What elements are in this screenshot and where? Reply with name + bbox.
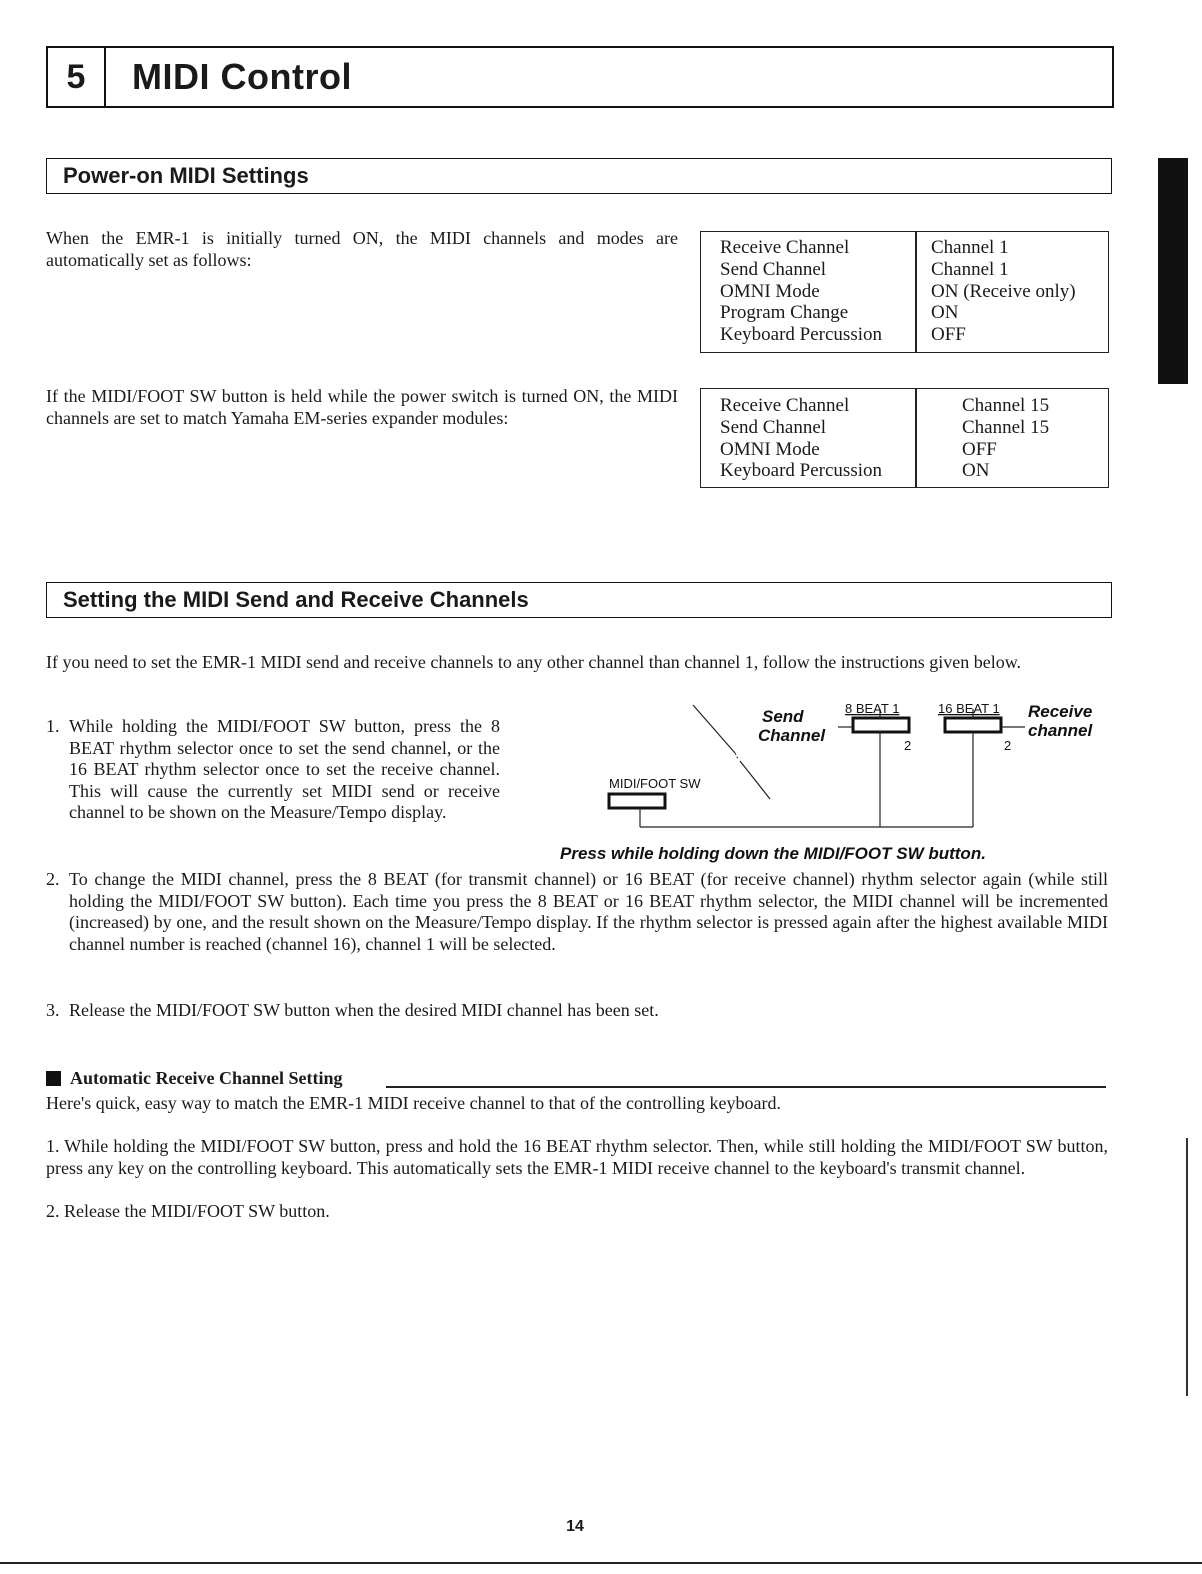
table-divider	[915, 389, 917, 487]
table-setting-values	[931, 237, 1076, 346]
send-label: Send	[762, 707, 804, 726]
step-number: 1.	[46, 716, 60, 736]
step-text: To change the MIDI channel, press the 8 BEAT (for transmit channel) or 16 BEAT (for receive channel) rhythm selector again (while still holding the MIDI/FOOT SW button). Each time you press the 8 BEAT or 16 BEAT rhythm selector, the MIDI channel will be incremented (increased) by one, and the result shown on the Measure/Tempo display. If the rhythm selector is pressed again after the highest available MIDI channel number is reached (channel 16), channel 1 will be selected.	[69, 869, 1108, 954]
step-number: 2.	[46, 869, 60, 889]
midi-foot-sw-button	[609, 794, 665, 808]
setting-value: ON	[962, 460, 990, 482]
chapter-tab-marker	[1158, 158, 1188, 384]
step-3	[46, 1000, 1108, 1022]
pointer-line	[740, 761, 770, 799]
power-on-settings-table	[700, 231, 1109, 353]
setting-name: Receive Channel	[720, 237, 850, 258]
em-series-paragraph: If the MIDI/FOOT SW button is held while the power switch is turned ON, the MIDI channels are set to match Yamaha EM-series expander modules:	[46, 386, 678, 428]
section-header-send-receive	[46, 582, 1112, 618]
chapter-number: 5	[48, 48, 106, 106]
pointer-line	[693, 705, 735, 753]
setting-name: Keyboard Percussion	[720, 324, 882, 346]
pointer-line	[735, 753, 738, 759]
step-text: Release the MIDI/FOOT SW button when the desired MIDI channel has been set.	[69, 1000, 659, 1020]
page-bottom-rule	[0, 1562, 1202, 1564]
setting-name: Receive Channel	[720, 395, 850, 416]
step-1	[46, 716, 500, 824]
auto-step-1: 1. While holding the MIDI/FOOT SW button, press and hold the 16 BEAT rhythm selector. Then, while still holding the MIDI/FOOT SW button, press any key on the controlling keyboard. This automatically sets the EMR-1 MIDI receive channel to the keyboard's transmit channel.	[46, 1136, 1108, 1178]
setting-value: Channel 1	[931, 237, 1009, 258]
setting-value: Channel 15	[962, 395, 1050, 416]
send-receive-intro: If you need to set the EMR-1 MIDI send and receive channels to any other channel than channel 1, follow the instructions given below.	[46, 652, 1022, 672]
auto-step-2: 2. Release the MIDI/FOOT SW button.	[46, 1201, 330, 1221]
section-header-power-on	[46, 158, 1112, 194]
button-diagram	[560, 695, 1120, 870]
section-title: Power-on MIDI Settings	[63, 163, 309, 188]
setting-name: Program Change	[720, 302, 849, 324]
setting-name: Keyboard Percussion	[720, 460, 882, 482]
chapter-header	[46, 46, 1114, 108]
receive-position-2-label: 2	[1004, 738, 1012, 753]
page-number: 14	[566, 1518, 584, 1535]
table-setting-names	[720, 237, 882, 346]
setting-name: OMNI Mode	[720, 438, 820, 460]
setting-value: ON	[931, 302, 959, 324]
diagram-caption: Press while holding down the MIDI/FOOT SW button.	[560, 844, 986, 863]
setting-value: OFF	[931, 324, 966, 346]
table-divider	[915, 232, 917, 352]
receive-channel-label: channel	[1028, 721, 1093, 740]
page-edge-line	[1186, 1138, 1188, 1396]
step-number: 3.	[46, 1000, 60, 1020]
table-setting-names	[720, 395, 882, 482]
16-beat-button	[945, 718, 1001, 732]
8-beat-label: 8 BEAT 1	[845, 701, 900, 716]
16-beat-label: 16 BEAT 1	[938, 701, 1000, 716]
auto-receive-intro: Here's quick, easy way to match the EMR-1 MIDI receive channel to that of the controlling keyboard.	[46, 1093, 782, 1113]
setting-value: OFF	[962, 438, 997, 460]
step-2	[46, 869, 1108, 955]
send-position-2-label: 2	[904, 738, 912, 753]
section-title: Setting the MIDI Send and Receive Channels	[63, 587, 529, 612]
setting-name: OMNI Mode	[720, 280, 820, 302]
receive-label: Receive	[1028, 702, 1093, 721]
8-beat-button	[853, 718, 909, 732]
square-bullet-icon	[46, 1071, 61, 1086]
step-text: While holding the MIDI/FOOT SW button, press the 8 BEAT rhythm selector once to set the send channel, or the 16 BEAT rhythm selector once to set the receive channel. This will cause the currently set MIDI send or receive channel to be shown on the Measure/Tempo display.	[69, 716, 500, 822]
power-on-intro: When the EMR-1 is initially turned ON, the MIDI channels and modes are automatically set as follows:	[46, 228, 678, 270]
setting-value: ON (Receive only)	[931, 280, 1076, 302]
auto-receive-heading	[46, 1068, 1108, 1090]
table-setting-values	[962, 395, 1049, 482]
setting-name: Send Channel	[720, 258, 827, 280]
heading-rule	[386, 1086, 1106, 1088]
em-series-settings-table	[700, 388, 1109, 488]
channel-label: Channel	[758, 726, 826, 745]
auto-receive-title: Automatic Receive Channel Setting	[70, 1068, 343, 1088]
chapter-title: MIDI Control	[132, 56, 352, 97]
midi-foot-sw-label: MIDI/FOOT SW	[609, 776, 701, 791]
setting-value: Channel 1	[931, 258, 1009, 280]
setting-value: Channel 15	[962, 416, 1050, 438]
setting-name: Send Channel	[720, 416, 827, 438]
